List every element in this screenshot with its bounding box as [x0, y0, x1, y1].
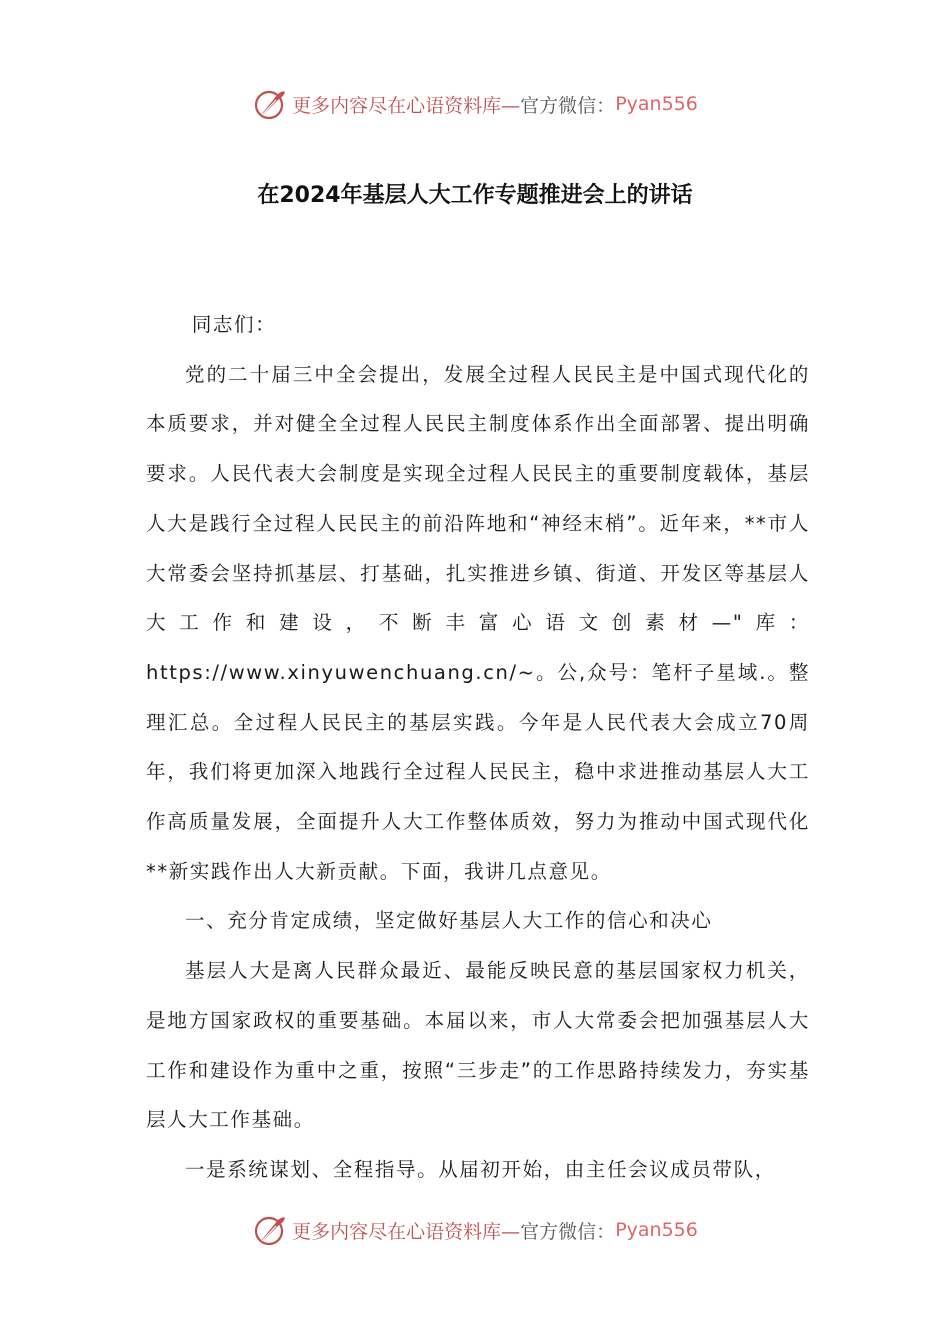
- document-body: [146, 300, 810, 1195]
- paragraph-intro: 党的二十届三中全会提出，发展全过程人民民主是中国式现代化的本质要求，并对健全全过程人民民主制度体系作出全面部署、提出明确要求。人民代表大会制度是实现全过程人民民主的重要制度载体，基层人大是践行全过程人民民主的前沿阵地和“神经末梢”。近年来，**市人大常委会坚持抓基层、打基础，扎实推进乡镇、街道、开发区等基层人大工作和建设，不断丰富心语文创素材—"库：https://www.xinyuwenchuang.cn/~。公,众号：笔杆子星域.。整理汇总。全过程人民民主的基层实践。今年是人民代表大会成立70周年，我们将更加深入地践行全过程人民民主，稳中求进推动基层人大工作高质量发展，全面提升人大工作整体质效，努力为推动中国式现代化**新实践作出人大新贡献。下面，我讲几点意见。: [146, 362, 810, 883]
- banner-wechat-label: 官方微信：: [520, 94, 616, 117]
- quill-pen-logo-icon: [252, 1212, 288, 1248]
- quill-pen-logo-icon: [252, 86, 288, 122]
- footer-watermark-banner: [0, 1210, 950, 1250]
- banner-wechat-id: Pyan556: [615, 93, 698, 115]
- banner-wechat-label: 官方微信：: [520, 1220, 616, 1243]
- section-heading-1: 一、充分肯定成绩，坚定做好基层人大工作的信心和决心: [185, 909, 713, 933]
- paragraph-point-1: 一是系统谋划、全程指导。从届初开始，由主任会议成员带队，: [185, 1157, 776, 1181]
- banner-text: 更多内容尽在心语资料库—: [292, 94, 521, 117]
- banner-wechat-id: Pyan556: [615, 1219, 698, 1241]
- paragraph-section-1: 基层人大是离人民群众最近、最能反映民意的基层国家权力机关，是地方国家政权的重要基础。本届以来，市人大常委会把加强基层人大工作和建设作为重中之重，按照“三步走”的工作思路持续发力，夯实基层人大工作基础。: [146, 959, 810, 1132]
- paragraph-salutation: 同志们：: [191, 313, 277, 336]
- banner-text: 更多内容尽在心语资料库—: [292, 1220, 521, 1243]
- document-title: 在2024年基层人大工作专题推进会上的讲话: [257, 183, 693, 208]
- header-watermark-banner: [0, 84, 950, 124]
